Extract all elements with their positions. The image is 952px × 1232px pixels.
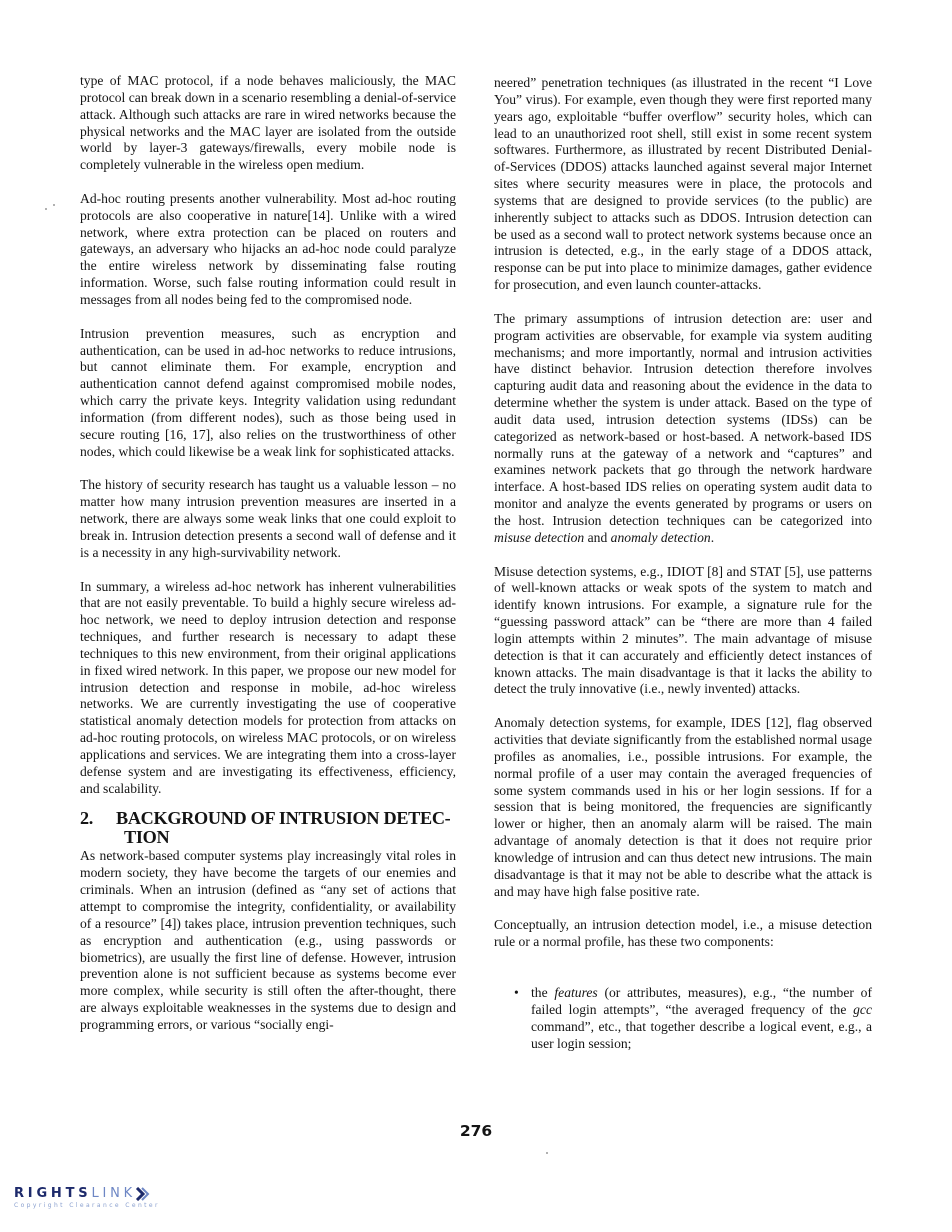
paragraph: As network-based computer systems play increasingly vital roles in modern society, they have become the targets of our enemies and criminals. When an intrusion (defined as “any set of actions that attempt to compromise the integrity, confidentiality, or availability of a resource” [4]) takes place, intrusion prevention techniques, such as encryption and authentication (e.g., using passwords or biometrics), are usually the first line of defense. However, intrusion prevention alone is not sufficient because as systems become ever more complex, while security is still often the after-thought, there are always exploitable weaknesses in the systems due to design and programming errors, or various “socially engi- — [80, 848, 456, 1032]
paragraph: Anomaly detection systems, for example, IDES [12], flag observed activities that deviate significantly from the established normal usage profiles as anomalies, i.e., possible intrusions. For example, the normal profile of a user may contain the averaged frequencies of some system commands used in his or her login sessions. If for a session that is being monitored, the frequencies are significantly lower or higher, then an anomaly alarm will be raised. The main advantage of anomaly detection is that it does not require prior knowledge of intrusion and can thus detect new intrusions. The main disadvantage is that it may not be able to describe what the attack is and may have high false positive rate. — [494, 715, 872, 899]
page-number: 276 — [459, 1122, 493, 1140]
scan-speck — [546, 1152, 548, 1154]
logo-text-rights: RIGHTS — [14, 1186, 92, 1201]
paragraph: In summary, a wireless ad-hoc network has inherent vulnerabilities that are not easily preventable. To build a highly secure wireless ad-hoc network, we need to deploy intrusion detection and response techniques, and further research is necessary to adapt these techniques to this new environment, from their original applications in fixed wired network. In this paper, we propose our new model for intrusion detection and response in mobile, ad-hoc wireless networks. We are currently investigating the use of cooperative statistical anomaly detection models for protection from attacks on ad-hoc routing protocols, on wireless MAC protocols, or on wireless applications and services. We are integrating them into a cross-layer defense system and are investigating its effectiveness, efficiency, and scalability. — [80, 578, 456, 796]
scan-speck — [53, 204, 55, 206]
rightslink-logo[interactable] — [14, 1186, 160, 1209]
scan-speck — [45, 208, 47, 210]
paragraph: The primary assumptions of intrusion detection are: user and program activities are observable, for example via system auditing mechanisms; and more importantly, normal and intrusion activities have distinct behavior. Intrusion detection therefore involves capturing audit data and reasoning about the evidence in the data to determine whether the system is under attack. Based on the type of audit data used, intrusion detection systems (IDSs) can be categorized as network-based or host-based. A network-based IDS normally runs at the gateway of a network and “captures” and examines network packets that go through the network hardware interface. A host-based IDS relies on operating system audit data to monitor and analyze the events generated by programs or users on the host. Intrusion detection techniques can be categorized into misuse detection and anomaly detection. — [494, 310, 872, 545]
list-item: • the features (or attributes, measures), e.g., “the number of failed login attempts”, “the averaged frequency of the gcc command”, etc., that together describe a logical event, e.g., a user login session; — [514, 985, 872, 1051]
chevron-right-icon — [134, 1187, 150, 1201]
paragraph: Conceptually, an intrusion detection model, i.e., a misuse detection rule or a normal profile, has these two components: — [494, 917, 872, 950]
right-column — [494, 75, 872, 1052]
bullet-list — [494, 985, 872, 1052]
section-number: 2. — [80, 808, 94, 829]
logo-tagline: Copyright Clearance Center — [14, 1202, 160, 1209]
paragraph: neered” penetration techniques (as illustrated in the recent “I Love You” virus). For example, even though they were first reported many years ago, exploitable “buffer overflow” security holes, which can lead to an unauthorized root shell, still exist in some recent system softwares. Furthermore, as illustrated by recent Distributed Denial-of-Services (DDOS) attacks launched against several major Internet sites where security measures were in place, the protocols and systems that are designed to provide services (to the public) are inherently subject to attacks such as DDOS. Intrusion detection can be used as a second wall to protect network systems because once an intrusion is detected, e.g., in the early stage of a DDOS attack, response can be put into place to minimize damages, gather evidence for prosecution, and even launch counter-attacks. — [494, 75, 872, 293]
section-heading — [80, 809, 456, 847]
logo-text-link: LINK — [91, 1186, 136, 1201]
paragraph: Intrusion prevention measures, such as encryption and authentication, can be used in ad-hoc networks to reduce intrusions, but cannot eliminate them. For example, encryption and authentication cannot defend against compromised mobile nodes, which carry the private keys. Integrity validation using redundant information (from different nodes), such as those being used in secure routing [16, 17], also relies on the trustworthiness of other nodes, which could likewise be a weak link for sophisticated attacks. — [80, 325, 456, 459]
paragraph: Misuse detection systems, e.g., IDIOT [8] and STAT [5], use patterns of well-known attacks or weak spots of the system to match and identify known intrusions. For example, a signature rule for the “guessing password attack” can be “there are more than 4 failed login attempts within 2 minutes”. The main advantage of misuse detection is that it can accurately and efficiently detect instances of known attacks. The main disadvantage is that it lacks the ability to detect the truly innovative (i.e., newly invented) attacks. — [494, 563, 872, 697]
paragraph: The history of security research has taught us a valuable lesson – no matter how many intrusion prevention measures are inserted in a network, there are always some weak links that one could exploit to break in. Intrusion detection presents a second wall of defense and it is a necessity in any high-survivability network. — [80, 477, 456, 560]
paragraph: Ad-hoc routing presents another vulnerability. Most ad-hoc routing protocols are also cooperative in nature[14]. Unlike with a wired network, where extra protection can be placed on routers and gateways, an adversary who hijacks an ad-hoc node could paralyze the entire wireless network by disseminating false routing information. Worse, such false routing information could result in messages from all nodes being fed to the compromised node. — [80, 190, 456, 308]
left-column — [80, 73, 456, 1034]
paragraph: type of MAC protocol, if a node behaves maliciously, the MAC protocol can break down in a scenario resembling a denial-of-service attack. Although such attacks are rare in wired networks because the physical networks and the MAC layer are isolated from the outside world by layer-3 gateways/firewalls, every mobile node is completely vulnerable in the wireless open medium. — [80, 73, 456, 173]
section-title: BACKGROUND OF INTRUSION DETEC- TION — [116, 808, 451, 848]
bullet-icon: • — [514, 985, 519, 1001]
